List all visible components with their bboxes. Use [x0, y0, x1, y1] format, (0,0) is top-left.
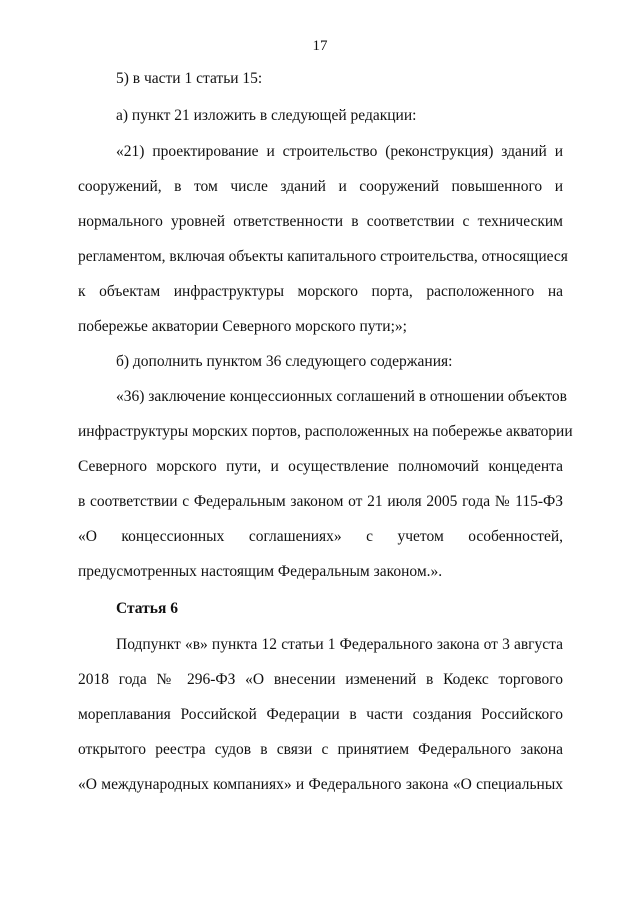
body-line-subitem-b: б) дополнить пунктом 36 следующего содержания: — [116, 353, 453, 370]
body-line: сооружений, в том числе зданий и сооружений повышенного и — [78, 178, 563, 195]
body-line: инфраструктуры морских портов, расположенных на побережье акватории — [78, 423, 573, 440]
body-line: регламентом, включая объекты капитального строительства, относящиеся — [78, 248, 568, 265]
body-line: в соответствии с Федеральным законом от 21 июля 2005 года № 115-ФЗ — [78, 493, 563, 510]
body-line: Северного морского пути, и осуществление полномочий концедента — [78, 458, 563, 475]
body-line: Подпункт «в» пункта 12 статьи 1 Федерального закона от 3 августа — [116, 636, 563, 653]
body-line: «36) заключение концессионных соглашений в отношении объектов — [116, 388, 567, 405]
body-line: 2018 года № 296-ФЗ «О внесении изменений в Кодекс торгового — [78, 671, 563, 688]
page-number: 17 — [312, 38, 328, 54]
body-line: побережье акватории Северного морского пути;»; — [78, 318, 407, 335]
body-line: к объектам инфраструктуры морского порта, расположенного на — [78, 283, 563, 300]
body-line: «О концессионных соглашениях» с учетом особенностей, — [78, 528, 563, 545]
body-line-subitem-a: а) пункт 21 изложить в следующей редакции: — [116, 107, 417, 124]
body-line: открытого реестра судов в связи с принятием Федерального закона — [78, 741, 563, 758]
body-line-item-5: 5) в части 1 статьи 15: — [116, 70, 263, 87]
body-line: «О международных компаниях» и Федерального закона «О специальных — [78, 776, 563, 793]
article-heading: Статья 6 — [116, 600, 178, 617]
body-line: нормального уровней ответственности в соответствии с техническим — [78, 213, 563, 230]
body-line: «21) проектирование и строительство (реконструкция) зданий и — [116, 143, 563, 160]
body-line: мореплавания Российской Федерации в части создания Российского — [78, 706, 563, 723]
body-line: предусмотренных настоящим Федеральным законом.». — [78, 563, 443, 580]
